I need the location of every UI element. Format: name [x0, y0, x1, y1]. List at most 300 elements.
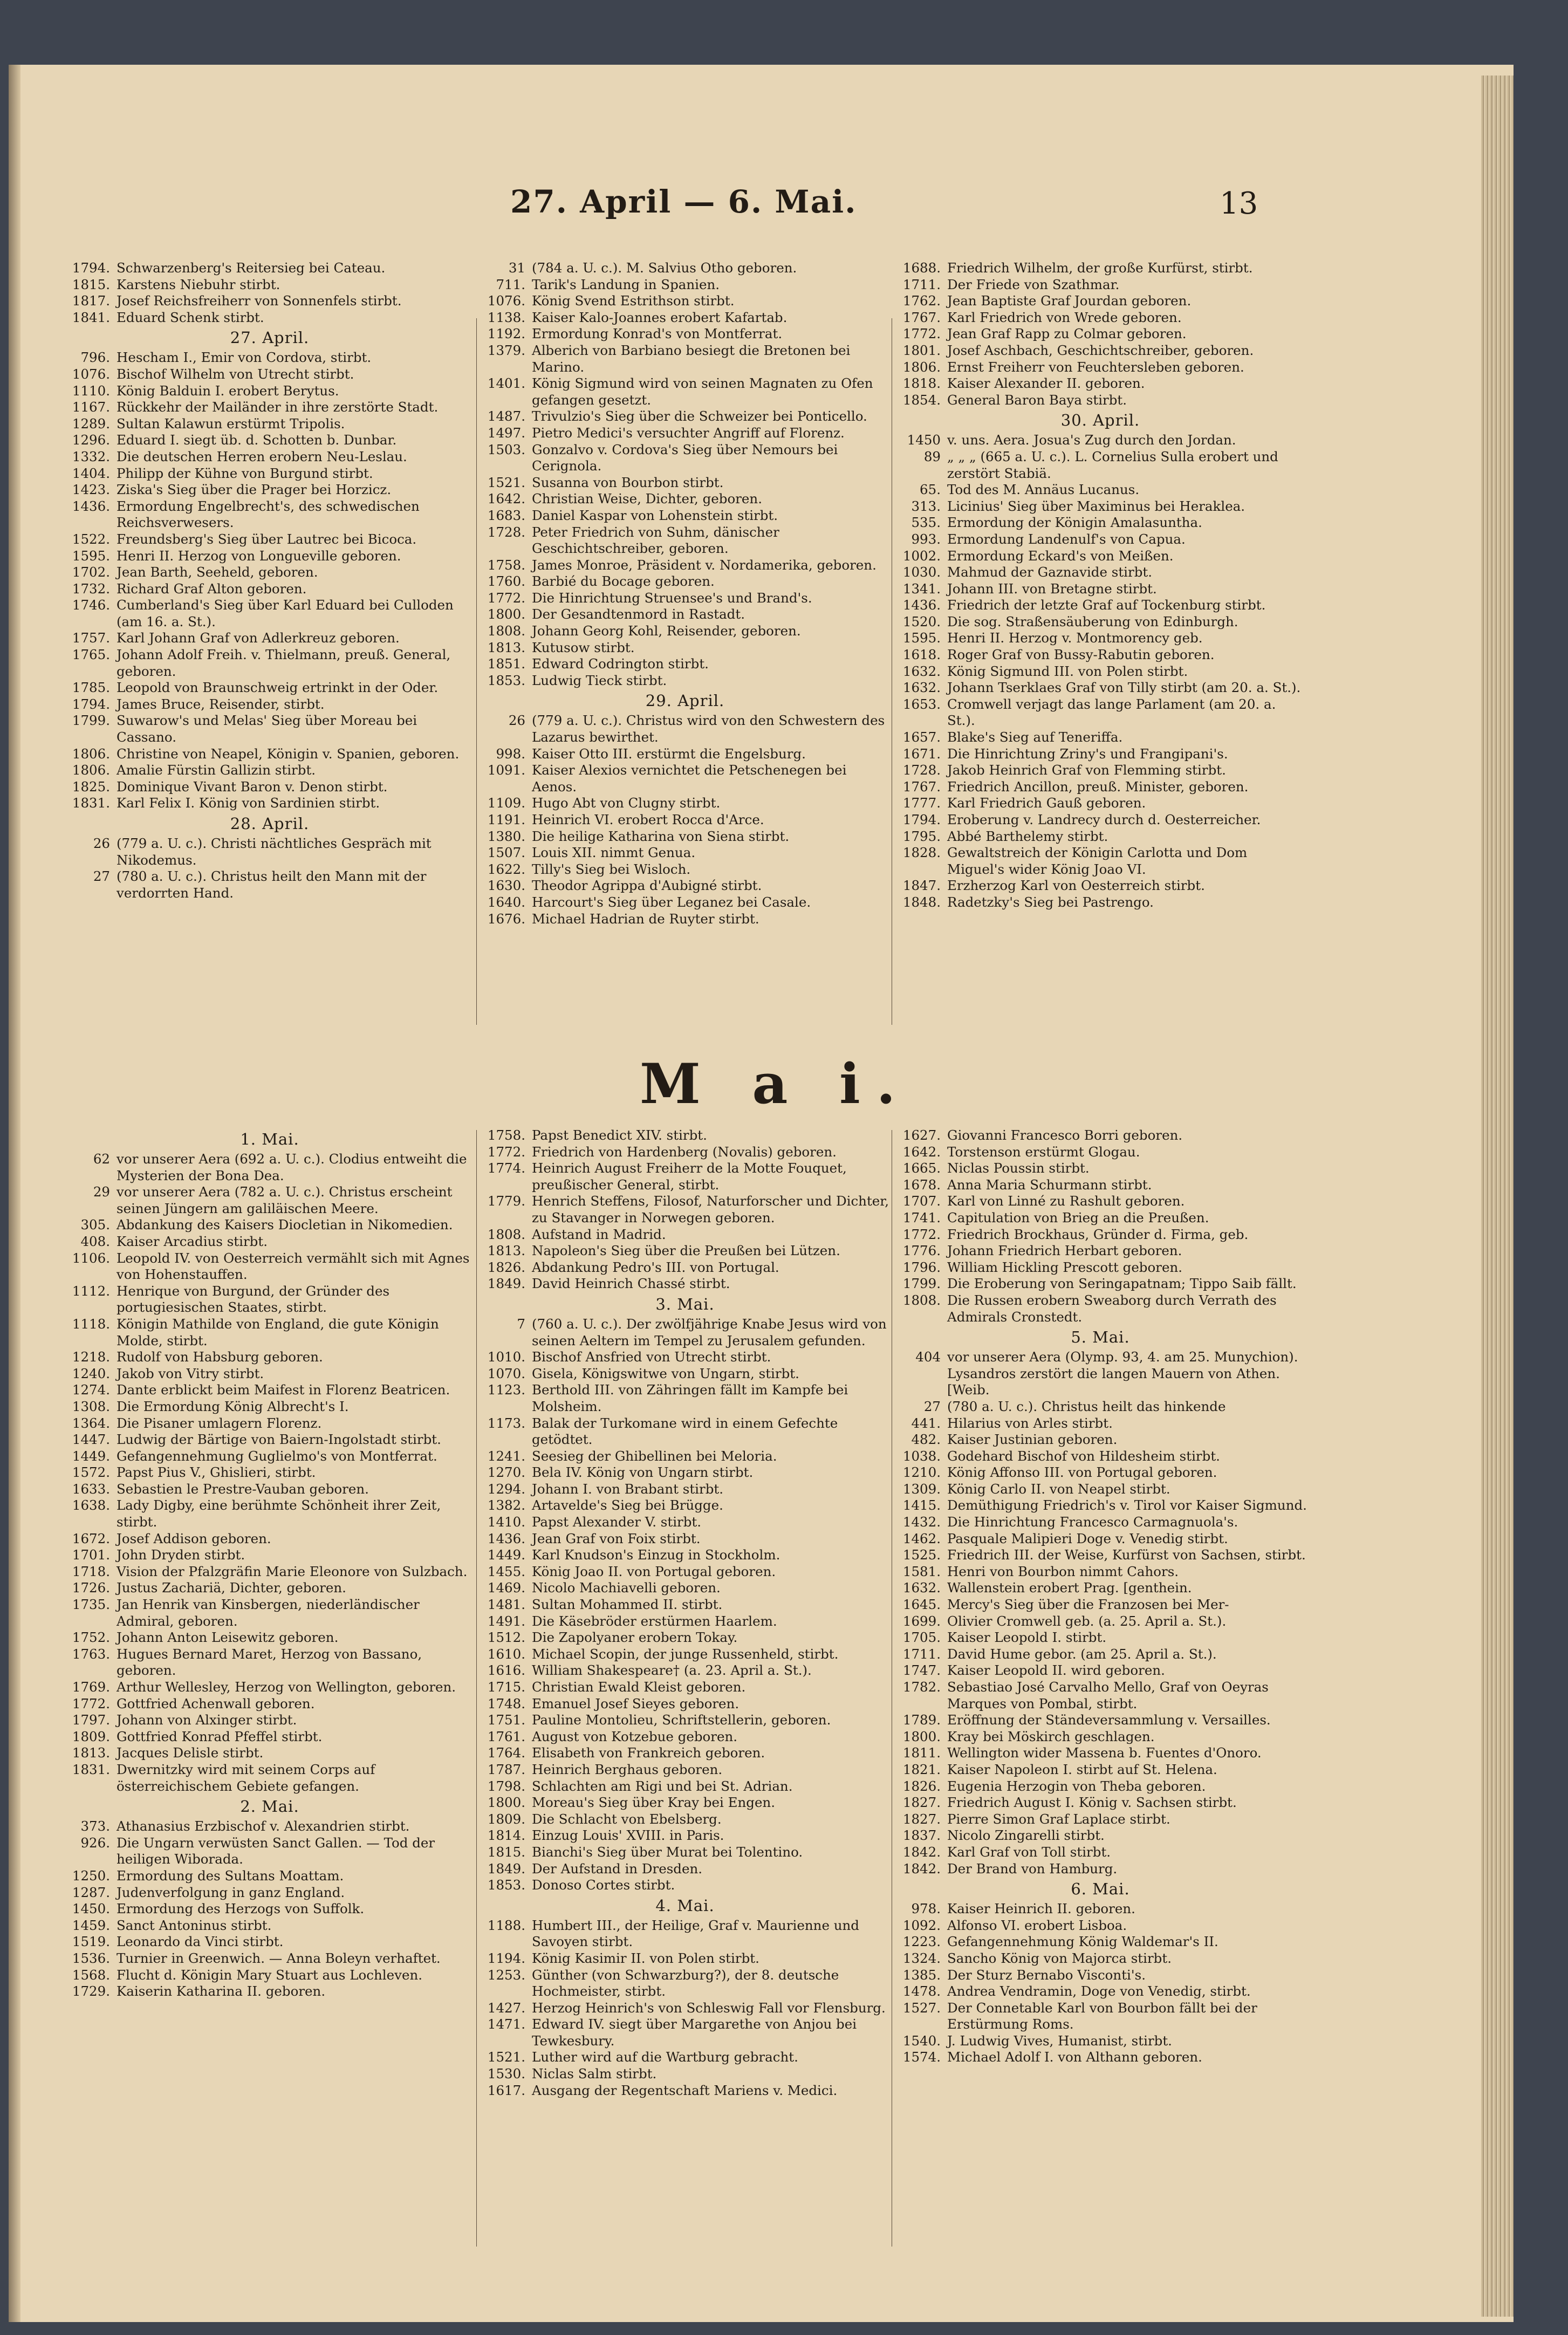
entry-text: Christian Ewald Kleist geboren. — [532, 1679, 746, 1695]
entry-text: Daniel Kaspar von Lohenstein stirbt. — [532, 507, 778, 523]
calendar-entry — [893, 581, 1307, 598]
entry-year: 1794. — [72, 260, 110, 276]
entry-year: 1746. — [72, 597, 110, 613]
calendar-entry — [893, 1497, 1307, 1514]
entry-text: König Carlo II. von Neapel stirbt. — [947, 1481, 1170, 1497]
entry-text: Sancho König von Majorca stirbt. — [947, 1950, 1172, 1966]
entry-year: 27 — [93, 868, 110, 885]
column-divider — [476, 318, 477, 1025]
calendar-entry — [478, 656, 892, 673]
calendar-entry — [893, 1243, 1307, 1259]
entry-year: 1747. — [902, 1662, 941, 1679]
entry-text: Donoso Cortes stirbt. — [532, 1877, 675, 1893]
entry-year: 796. — [80, 350, 110, 366]
entry-year: 1632. — [902, 663, 941, 679]
calendar-entry — [893, 1210, 1307, 1227]
calendar-entry — [478, 326, 892, 343]
entry-year: 1699. — [902, 1613, 941, 1629]
calendar-entry — [893, 597, 1307, 614]
entry-year: 1779. — [487, 1193, 525, 1209]
entry-year: 1678. — [902, 1176, 941, 1193]
entry-year: 1847. — [902, 878, 941, 894]
entry-year: 1796. — [902, 1259, 941, 1275]
entry-year: 1076. — [487, 293, 525, 309]
calendar-entry — [478, 1745, 892, 1762]
entry-year: 1503. — [487, 441, 525, 457]
entry-year: 1188. — [487, 1917, 525, 1933]
entry-text: Die Hinrichtung Zriny's und Frangipani's. — [947, 745, 1228, 762]
entry-text: Andrea Vendramin, Doge von Venedig, stirbt. — [947, 1983, 1251, 2000]
entry-text: Capitulation von Brieg an die Preußen. — [947, 1209, 1209, 1225]
entry-text: Die sog. Straßensäuberung von Edinburgh. — [947, 613, 1238, 629]
entry-year: 1849. — [487, 1860, 525, 1877]
entry-year: 1617. — [487, 2082, 525, 2098]
entry-year: 1521. — [487, 2049, 525, 2065]
calendar-entry — [893, 1646, 1307, 1663]
entry-year: 1815. — [72, 276, 110, 292]
calendar-entry — [893, 564, 1307, 581]
entry-text: Olivier Cromwell geb. (a. 25. April a. St.). — [947, 1613, 1227, 1629]
calendar-entry — [893, 878, 1307, 894]
entry-text: William Shakespeare† (a. 23. April a. St.). — [532, 1662, 812, 1679]
calendar-entry — [893, 1415, 1307, 1432]
entry-text: Johann von Alxinger stirbt. — [117, 1712, 297, 1728]
entry-year: 1640. — [487, 894, 525, 910]
entry-text: Jean Graf Rapp zu Colmar geboren. — [947, 326, 1187, 342]
calendar-entry — [893, 1276, 1307, 1292]
entry-text: König Affonso III. von Portugal geboren. — [947, 1464, 1217, 1481]
entry-text: James Bruce, Reisender, stirbt. — [117, 696, 325, 712]
calendar-entry — [63, 1217, 477, 1234]
entry-year: 1811. — [902, 1745, 941, 1761]
calendar-entry — [63, 1234, 477, 1250]
entry-year: 1711. — [902, 1646, 941, 1662]
entry-text: Humbert III., der Heilige, Graf v. Maurienne und Savoyen stirbt. — [532, 1917, 859, 1950]
calendar-entry — [63, 366, 477, 383]
calendar-entry — [478, 861, 892, 878]
bottom-column-3 — [893, 1127, 1307, 2265]
entry-year: 1106. — [72, 1250, 110, 1266]
entry-text: Christian Weise, Dichter, geboren. — [532, 491, 762, 507]
entry-text: Jean Barth, Seeheld, geboren. — [117, 564, 318, 580]
entry-text: Josef Addison geboren. — [117, 1530, 271, 1546]
entry-text: Eugenia Herzogin von Theba geboren. — [947, 1778, 1206, 1794]
calendar-entry — [63, 1597, 477, 1629]
entry-text: Nicolo Machiavelli geboren. — [532, 1580, 721, 1596]
entry-text: Karl Felix I. König von Sardinien stirbt. — [117, 795, 380, 811]
calendar-entry — [893, 1144, 1307, 1161]
entry-text: Gottfried Konrad Pfeffel stirbt. — [117, 1728, 323, 1744]
entry-year: 1831. — [72, 795, 110, 811]
calendar-entry — [478, 1481, 892, 1498]
entry-text: Jakob Heinrich Graf von Flemming stirbt. — [947, 762, 1226, 778]
entry-text: Heinrich VI. erobert Rocca d'Arce. — [532, 812, 764, 827]
entry-year: 1309. — [902, 1481, 941, 1497]
calendar-entry — [893, 1193, 1307, 1210]
calendar-entry — [893, 762, 1307, 779]
calendar-entry — [893, 310, 1307, 326]
entry-text: Kaiser Justinian geboren. — [947, 1432, 1118, 1448]
entry-year: 1462. — [902, 1530, 941, 1546]
entry-text: Friedrich der letzte Graf auf Tockenburg stirbt. — [947, 597, 1266, 613]
entry-year: 1192. — [487, 326, 525, 342]
entry-text: Ermordung der Königin Amalasuntha. — [947, 515, 1202, 531]
entry-text: Seesieg der Ghibellinen bei Meloria. — [532, 1448, 777, 1464]
entry-year: 1289. — [72, 415, 110, 432]
calendar-entry — [478, 1613, 892, 1630]
calendar-entry — [893, 432, 1307, 449]
calendar-entry — [478, 1127, 892, 1144]
calendar-entry — [63, 647, 477, 680]
entry-text: Eduard Schenk stirbt. — [117, 309, 264, 325]
entry-year: 1800. — [902, 1728, 941, 1744]
entry-text: William Hickling Prescott geboren. — [947, 1259, 1183, 1275]
top-column-3 — [893, 260, 1307, 1042]
entry-year: 1632. — [902, 680, 941, 696]
entry-year: 1645. — [902, 1597, 941, 1613]
entry-text: Alberich von Barbiano besiegt die Bretonen bei Marino. — [532, 342, 851, 375]
entry-text: Ludwig der Bärtige von Baiern-Ingolstadt stirbt. — [117, 1432, 441, 1448]
calendar-entry — [63, 1712, 477, 1729]
entry-year: 1610. — [487, 1646, 525, 1662]
entry-text: Schwarzenberg's Reitersieg bei Cateau. — [117, 260, 386, 276]
entry-year: 1173. — [487, 1415, 525, 1431]
entry-year: 1772. — [487, 1143, 525, 1160]
entry-text: Friedrich Ancillon, preuß. Minister, geboren. — [947, 778, 1249, 795]
entry-year: 1632. — [902, 1580, 941, 1596]
entry-text: Pierre Simon Graf Laplace stirbt. — [947, 1811, 1170, 1827]
calendar-entry — [63, 1432, 477, 1448]
entry-year: 1519. — [72, 1934, 110, 1950]
entry-text: John Dryden stirbt. — [117, 1547, 245, 1563]
entry-year: 1764. — [487, 1745, 525, 1761]
entry-text: Friedrich Brockhaus, Gründer d. Firma, geb. — [947, 1226, 1249, 1242]
calendar-entry — [478, 1762, 892, 1778]
calendar-entry — [893, 482, 1307, 498]
entry-text: Die Ermordung König Albrecht's I. — [117, 1398, 349, 1414]
entry-text: Louis XII. nimmt Genua. — [532, 845, 696, 861]
entry-year: 1853. — [487, 1877, 525, 1893]
calendar-entry — [893, 812, 1307, 828]
entry-year: 1112. — [72, 1283, 110, 1299]
day-heading: 3. Mai. — [655, 1295, 715, 1313]
entry-text: Wellington wider Massena b. Fuentes d'Onoro. — [947, 1745, 1262, 1761]
entry-year: 1404. — [72, 465, 110, 481]
entry-year: 1795. — [902, 828, 941, 844]
entry-text: Die Russen erobern Sweaborg durch Verrath des Admirals Cronstedt. — [947, 1292, 1277, 1325]
entry-text: Amalie Fürstin Gallizin stirbt. — [117, 762, 316, 778]
calendar-entry — [63, 1934, 477, 1950]
calendar-entry — [63, 1250, 477, 1283]
calendar-entry — [63, 465, 477, 482]
calendar-entry — [893, 680, 1307, 696]
calendar-entry — [63, 277, 477, 293]
calendar-entry — [63, 1885, 477, 1901]
calendar-entry — [63, 498, 477, 531]
entry-text: Heinrich Berghaus geboren. — [532, 1761, 723, 1777]
calendar-entry — [893, 1745, 1307, 1762]
entry-text: Sanct Antoninus stirbt. — [117, 1917, 272, 1933]
calendar-entry — [478, 293, 892, 310]
calendar-entry — [63, 564, 477, 581]
entry-year: 1436. — [902, 597, 941, 613]
entry-text: Giovanni Francesco Borri geboren. — [947, 1127, 1183, 1143]
entry-text: Friedrich Wilhelm, der große Kurfürst, stirbt. — [947, 260, 1253, 276]
entry-year: 1630. — [487, 878, 525, 894]
entry-text: Die Hinrichtung Francesco Carmagnuola's. — [947, 1514, 1238, 1530]
day-heading: 5. Mai. — [1071, 1328, 1130, 1347]
calendar-entry — [63, 1448, 477, 1465]
calendar-entry — [893, 1613, 1307, 1630]
entry-year: 1118. — [72, 1316, 110, 1332]
entry-text: Gisela, Königswitwe von Ungarn, stirbt. — [532, 1365, 799, 1381]
calendar-entry — [893, 260, 1307, 277]
calendar-entry — [478, 2066, 892, 2083]
entry-text: Christine von Neapel, Königin v. Spanien, geboren. — [117, 745, 460, 762]
calendar-entry — [478, 2016, 892, 2049]
calendar-entry — [478, 1629, 892, 1646]
entry-year: 1671. — [902, 745, 941, 762]
entry-text: Kaiser Leopold I. stirbt. — [947, 1629, 1107, 1646]
entry-year: 1751. — [487, 1712, 525, 1728]
calendar-entry — [893, 1531, 1307, 1547]
entry-text: Johann Georg Kohl, Reisender, geboren. — [532, 623, 801, 639]
entry-text: Königin Mathilde von England, die gute Königin Molde, stirbt. — [117, 1316, 439, 1348]
entry-text: Kaiser Alexander II. geboren. — [947, 375, 1145, 392]
entry-text: Blake's Sieg auf Teneriffa. — [947, 729, 1123, 745]
entry-year: 1415. — [902, 1497, 941, 1514]
calendar-entry — [478, 1193, 892, 1226]
entry-text: Mahmud der Gaznavide stirbt. — [947, 564, 1153, 580]
calendar-entry — [478, 590, 892, 607]
entry-text: vor unserer Aera (782 a. U. c.). Christus erscheint seinen Jüngern am galiläischen Meere. — [117, 1184, 453, 1216]
entry-year: 1449. — [487, 1547, 525, 1563]
entry-year: 1223. — [902, 1934, 941, 1950]
entry-text: Leopold IV. von Oesterreich vermählt sich mit Agnes von Hohenstauffen. — [117, 1250, 470, 1283]
calendar-entry — [478, 408, 892, 425]
calendar-entry — [478, 828, 892, 845]
calendar-entry — [478, 1464, 892, 1481]
entry-text: Johann Friedrich Herbart geboren. — [947, 1243, 1182, 1259]
entry-text: Henrich Steffens, Filosof, Naturforscher und Dichter, zu Stavanger in Norwegen geboren. — [532, 1193, 889, 1225]
calendar-entry — [478, 1729, 892, 1745]
calendar-entry — [893, 343, 1307, 359]
entry-text: Eroberung v. Landrecy durch d. Oesterreicher. — [947, 812, 1261, 827]
entry-text: Roger Graf von Bussy-Rabutin geboren. — [947, 647, 1215, 663]
entry-year: 1772. — [72, 1695, 110, 1711]
entry-year: 1765. — [72, 647, 110, 663]
entry-text: Ermordung des Herzogs von Suffolk. — [117, 1901, 365, 1917]
calendar-entry — [63, 350, 477, 366]
calendar-entry — [478, 260, 892, 277]
calendar-entry — [893, 326, 1307, 343]
calendar-entry — [478, 1646, 892, 1663]
entry-text: Kutusow stirbt. — [532, 639, 635, 655]
entry-year: 1478. — [902, 1983, 941, 2000]
entry-text: Balak der Turkomane wird in einem Gefechte getödtet. — [532, 1415, 838, 1448]
entry-text: Richard Graf Alton geboren. — [117, 580, 307, 597]
calendar-entry — [478, 2083, 892, 2099]
entry-text: Jan Henrik van Kinsbergen, niederländischer Admiral, geboren. — [117, 1597, 420, 1629]
entry-text: Flucht d. Königin Mary Stuart aus Lochleven. — [117, 1967, 423, 1983]
entry-year: 1642. — [487, 491, 525, 507]
entry-year: 1296. — [72, 432, 110, 448]
entry-text: Cumberland's Sieg über Karl Eduard bei Culloden (am 16. a. St.). — [117, 597, 454, 629]
entry-year: 1741. — [902, 1209, 941, 1225]
entry-year: 1210. — [902, 1464, 941, 1481]
entry-text: Bischof Wilhelm von Utrecht stirbt. — [117, 366, 354, 382]
calendar-entry — [478, 1547, 892, 1564]
calendar-entry — [893, 531, 1307, 548]
entry-year: 27 — [923, 1398, 941, 1414]
page-edges — [1481, 76, 1514, 2317]
entry-text: Heinrich August Freiherr de la Motte Fouquet, preußischer General, stirbt. — [532, 1160, 847, 1193]
entry-text: Sebastien le Prestre-Vauban geboren. — [117, 1481, 369, 1497]
entry-year: 1455. — [487, 1563, 525, 1579]
calendar-entry — [893, 375, 1307, 392]
entry-year: 1167. — [72, 399, 110, 415]
entry-year: 1270. — [487, 1464, 525, 1481]
entry-year: 1851. — [487, 656, 525, 672]
entry-year: 1536. — [72, 1950, 110, 1966]
entry-text: Philipp der Kühne von Burgund stirbt. — [117, 465, 373, 481]
entry-text: Die Käsebröder erstürmen Haarlem. — [532, 1613, 777, 1629]
entry-text: Henrique von Burgund, der Gründer des portugiesischen Staates, stirbt. — [117, 1283, 390, 1316]
calendar-entry — [63, 1835, 477, 1868]
calendar-entry — [63, 1366, 477, 1382]
entry-text: Hugo Abt von Clugny stirbt. — [532, 795, 721, 811]
entry-text: Sebastiao José Carvalho Mello, Graf von Oeyras Marques von Pombal, stirbt. — [947, 1679, 1269, 1711]
entry-text: Aufstand in Madrid. — [532, 1226, 666, 1242]
entry-text: Niclas Salm stirbt. — [532, 2066, 657, 2082]
entry-text: Artavelde's Sieg bei Brügge. — [532, 1497, 723, 1514]
entry-year: 1410. — [487, 1514, 525, 1530]
calendar-entry — [63, 531, 477, 548]
calendar-entry — [63, 795, 477, 812]
calendar-entry — [478, 1564, 892, 1580]
entry-year: 1711. — [902, 276, 941, 292]
entry-year: 1471. — [487, 2016, 525, 2032]
entry-year: 1491. — [487, 1613, 525, 1629]
entry-text: Kaiser Leopold II. wird geboren. — [947, 1662, 1165, 1679]
calendar-entry — [478, 845, 892, 861]
entry-text: Ziska's Sieg über die Prager bei Horzicz. — [117, 482, 392, 498]
entry-year: 1218. — [72, 1349, 110, 1365]
page-number: 13 — [1220, 186, 1258, 221]
entry-text: Johann Anton Leisewitz geboren. — [117, 1629, 339, 1646]
calendar-entry — [63, 779, 477, 796]
calendar-entry — [478, 442, 892, 475]
entry-text: Die Zapolyaner erobern Tokay. — [532, 1629, 738, 1646]
calendar-entry — [478, 1259, 892, 1276]
entry-year: 1385. — [902, 1967, 941, 1983]
calendar-entry — [478, 1597, 892, 1613]
entry-year: 1616. — [487, 1662, 525, 1679]
entry-year: 1595. — [902, 630, 941, 646]
entry-year: 1760. — [487, 573, 525, 590]
entry-text: Kaiser Napoleon I. stirbt auf St. Helena. — [947, 1761, 1217, 1777]
entry-text: (760 a. U. c.). Der zwölfjährige Knabe Jesus wird von seinen Aeltern im Tempel zu Jerusalem gefunden. — [532, 1316, 887, 1348]
calendar-entry — [893, 498, 1307, 515]
day-heading: 28. April. — [230, 814, 310, 833]
entry-text: vor unserer Aera (692 a. U. c.). Clodius entweiht die Mysterien der Bona Dea. — [117, 1151, 467, 1183]
entry-text: Harcourt's Sieg über Leganez bei Casale. — [532, 894, 811, 910]
entry-text: Papst Pius V., Ghislieri, stirbt. — [117, 1464, 316, 1481]
calendar-entry — [63, 260, 477, 277]
calendar-entry — [893, 647, 1307, 663]
entry-text: Jakob von Vitry stirbt. — [117, 1365, 264, 1381]
entry-text: Gewaltstreich der Königin Carlotta und Dom Miguel's wider König Joao VI. — [947, 845, 1248, 877]
entry-year: 1772. — [487, 590, 525, 606]
entry-year: 1769. — [72, 1679, 110, 1695]
calendar-entry — [893, 1464, 1307, 1481]
entry-year: 998. — [496, 745, 525, 762]
day-heading: 2. Mai. — [240, 1797, 299, 1816]
calendar-entry — [478, 1795, 892, 1811]
entry-year: 1665. — [902, 1160, 941, 1176]
entry-year: 1109. — [487, 795, 525, 811]
calendar-entry — [478, 425, 892, 442]
entry-year: 1726. — [72, 1580, 110, 1596]
entry-year: 1364. — [72, 1415, 110, 1431]
calendar-entry — [893, 1762, 1307, 1778]
calendar-entry — [478, 1950, 892, 1967]
entry-text: vor unserer Aera (Olymp. 93, 4. am 25. Munychion). Lysandros zerstört die langen Mauern von Athen. [Weib. — [947, 1349, 1298, 1398]
day-heading: 1. Mai. — [240, 1130, 299, 1148]
calendar-entry — [478, 878, 892, 894]
entry-text: Friedrich III. der Weise, Kurfürst von Sachsen, stirbt. — [947, 1547, 1306, 1563]
entry-year: 1854. — [902, 392, 941, 408]
calendar-entry — [63, 1184, 477, 1217]
calendar-entry — [63, 713, 477, 745]
calendar-entry — [478, 640, 892, 656]
entry-text: Schlachten am Rigi und bei St. Adrian. — [532, 1778, 793, 1794]
calendar-entry — [893, 1580, 1307, 1597]
entry-year: 1241. — [487, 1448, 525, 1464]
calendar-entry — [478, 557, 892, 574]
calendar-entry — [893, 1729, 1307, 1745]
entry-text: Erzherzog Karl von Oesterreich stirbt. — [947, 878, 1205, 894]
calendar-entry — [478, 1227, 892, 1243]
entry-text: Karl Friedrich von Wrede geboren. — [947, 309, 1182, 325]
entry-year: 1774. — [487, 1160, 525, 1176]
entry-year: 1728. — [487, 524, 525, 540]
calendar-entry — [63, 581, 477, 598]
calendar-entry — [893, 1778, 1307, 1795]
entry-text: (780 a. U. c.). Christus heilt das hinkende — [947, 1398, 1226, 1414]
entry-text: (780 a. U. c.). Christus heilt den Mann mit der verdorrten Hand. — [117, 868, 427, 901]
entry-year: 1469. — [487, 1580, 525, 1596]
entry-year: 1837. — [902, 1827, 941, 1844]
entry-text: Hescham I., Emir von Cordova, stirbt. — [117, 350, 372, 366]
entry-year: 1512. — [487, 1629, 525, 1646]
entry-text: König Sigmund wird von seinen Magnaten zu Ofen gefangen gesetzt. — [532, 375, 873, 408]
entry-year: 1825. — [72, 778, 110, 795]
entry-year: 1070. — [487, 1365, 525, 1381]
calendar-entry — [893, 548, 1307, 565]
entry-year: 1797. — [72, 1712, 110, 1728]
entry-year: 1748. — [487, 1695, 525, 1711]
entry-text: Gottfried Achenwall geboren. — [117, 1695, 315, 1711]
calendar-entry — [478, 911, 892, 928]
calendar-entry — [893, 1679, 1307, 1712]
entry-year: 1240. — [72, 1365, 110, 1381]
calendar-entry — [478, 573, 892, 590]
entry-text: Pietro Medici's versuchter Angriff auf Florenz. — [532, 424, 845, 441]
entry-text: Ermordung Konrad's von Montferrat. — [532, 326, 783, 342]
calendar-entry — [63, 680, 477, 696]
entry-text: Michael Hadrian de Ruyter stirbt. — [532, 910, 759, 927]
